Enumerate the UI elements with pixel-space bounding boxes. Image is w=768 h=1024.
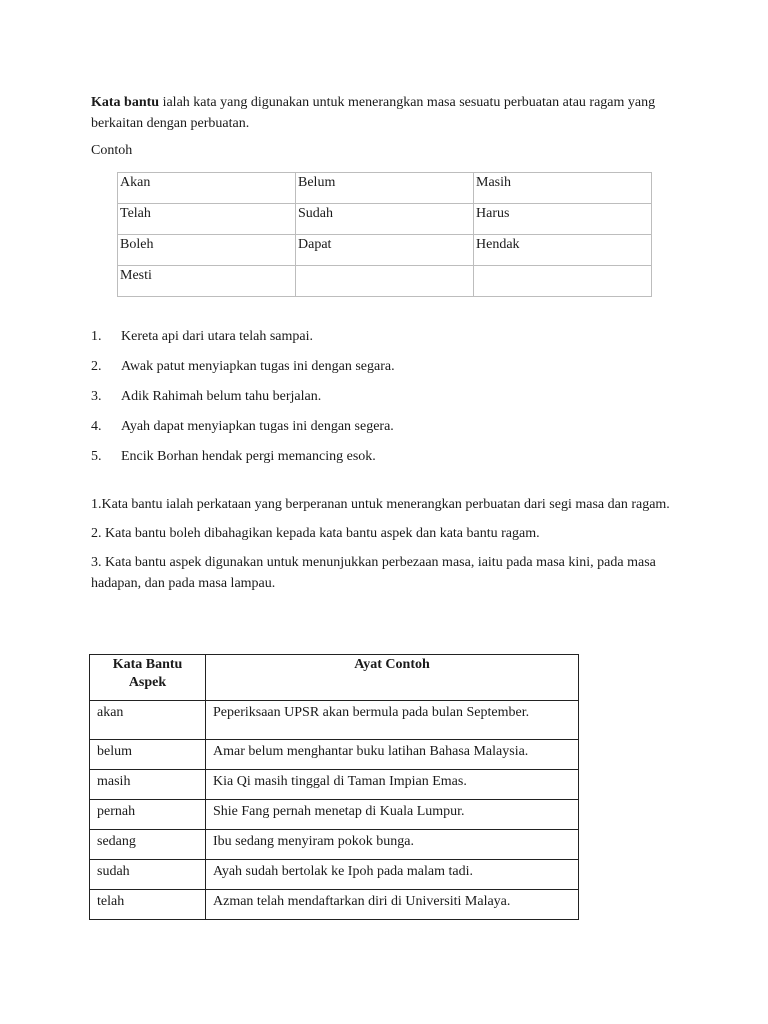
note-paragraph: 1.Kata bantu ialah perkataan yang berperanan untuk menerangkan perbuatan dari segi masa dan ragam. [91,497,670,512]
table-cell: Amar belum menghantar buku latihan Bahasa Malaysia. [206,740,579,770]
table-cell: Akan [118,173,296,204]
list-number: 3. [91,389,102,404]
table-row [90,890,579,920]
table-cell: Masih [474,173,652,204]
table-cell: Telah [118,204,296,235]
contoh-label: Contoh [91,143,133,158]
table-row [90,701,579,740]
table-cell: akan [90,701,206,740]
list-number: 5. [91,449,102,464]
table-cell: Ibu sedang menyiram pokok bunga. [206,830,579,860]
list-text: Kereta api dari utara telah sampai. [121,329,314,344]
intro-term: Kata bantu [91,95,160,110]
note-paragraph: 3. Kata bantu aspek digunakan untuk menunjukkan perbezaan masa, iaitu pada masa kini, pada masa hadapan, dan pada masa lampau. [91,555,656,591]
table-row [90,770,579,800]
notes-section [91,494,681,602]
list-text: Ayah dapat menyiapkan tugas ini dengan segera. [121,419,394,434]
table-row [90,830,579,860]
list-number: 1. [91,329,102,344]
list-text: Adik Rahimah belum tahu berjalan. [121,389,322,404]
table-cell: sudah [90,860,206,890]
table-row [118,266,652,297]
list-item [91,356,691,386]
table-cell: pernah [90,800,206,830]
list-number: 4. [91,419,102,434]
table-cell: Peperiksaan UPSR akan bermula pada bulan September. [206,701,579,740]
table-cell: Kia Qi masih tinggal di Taman Impian Emas. [206,770,579,800]
table-cell: Boleh [118,235,296,266]
table-cell: Belum [296,173,474,204]
column-header: Kata Bantu Aspek [90,655,206,701]
table-cell [296,266,474,297]
table-row [90,860,579,890]
table-row [90,740,579,770]
list-number: 2. [91,359,102,374]
table-cell: Harus [474,204,652,235]
word-table [117,172,652,297]
table-cell: sedang [90,830,206,860]
intro-paragraph [91,92,681,134]
list-item [91,416,691,446]
table-cell: Sudah [296,204,474,235]
table-cell: Hendak [474,235,652,266]
list-item [91,446,691,476]
example-list [91,326,691,476]
column-header: Ayat Contoh [206,655,579,701]
table-cell: Azman telah mendaftarkan diri di Universiti Malaya. [206,890,579,920]
list-item [91,386,691,416]
list-text: Awak patut menyiapkan tugas ini dengan segara. [121,359,395,374]
table-cell: Ayah sudah bertolak ke Ipoh pada malam tadi. [206,860,579,890]
table-row [118,235,652,266]
intro-text: ialah kata yang digunakan untuk menerangkan masa sesuatu perbuatan atau ragam yang berkaitan dengan perbuatan. [91,95,656,131]
table-row [118,204,652,235]
table-cell: Shie Fang pernah menetap di Kuala Lumpur. [206,800,579,830]
table-cell: Mesti [118,266,296,297]
note-paragraph: 2. Kata bantu boleh dibahagikan kepada kata bantu aspek dan kata bantu ragam. [91,526,540,541]
list-text: Encik Borhan hendak pergi memancing esok. [121,449,376,464]
table-cell: masih [90,770,206,800]
table-cell: Dapat [296,235,474,266]
table-row [118,173,652,204]
table-cell: telah [90,890,206,920]
table-cell [474,266,652,297]
table-row [90,800,579,830]
list-item [91,326,691,356]
table-cell: belum [90,740,206,770]
table-header-row [90,655,579,701]
aspek-table [89,654,579,920]
